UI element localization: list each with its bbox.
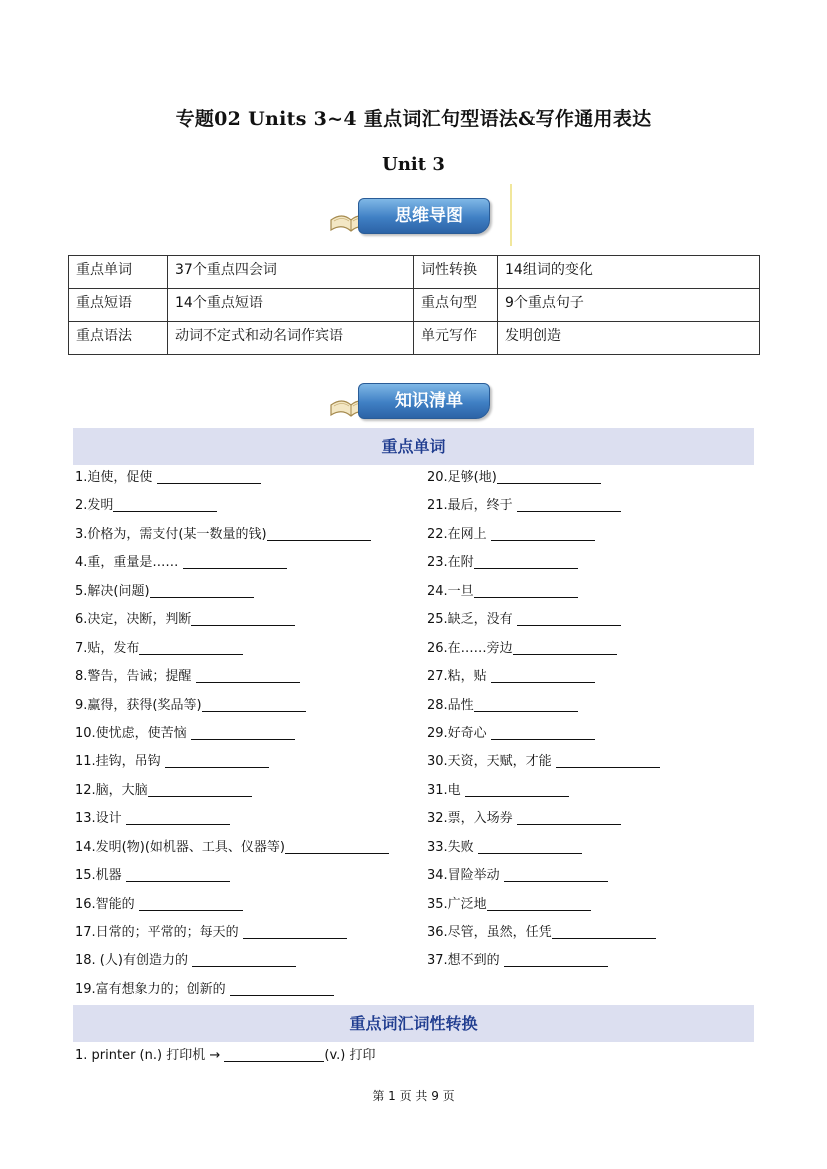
vocab-prompt: 18. (人)有创造力的 xyxy=(75,953,193,969)
vocab-row xyxy=(75,836,775,864)
vocab-prompt: 34.冒险举动 xyxy=(427,868,504,884)
table-cell: 9个重点句子 xyxy=(498,289,760,322)
answer-blank[interactable] xyxy=(113,498,217,512)
answer-blank[interactable] xyxy=(202,698,306,712)
vocab-item xyxy=(75,807,230,826)
table-cell: 14组词的变化 xyxy=(498,256,760,289)
answer-blank[interactable] xyxy=(491,726,595,740)
vocab-prompt: 8.警告，告诫；提醒 xyxy=(75,669,196,685)
answer-blank[interactable] xyxy=(230,982,334,996)
vocab-row xyxy=(75,949,775,977)
vocab-prompt: 15.机器 xyxy=(75,868,126,884)
vocab-prompt: 14.发明(物)(如机器、工具、仪器等) xyxy=(75,839,285,855)
table-row xyxy=(69,256,760,289)
table-cell: 单元写作 xyxy=(414,322,498,355)
table-cell: 37个重点四会词 xyxy=(168,256,414,289)
divider xyxy=(510,184,512,246)
table-cell: 发明创造 xyxy=(498,322,760,355)
answer-blank[interactable] xyxy=(191,612,295,626)
vocab-item xyxy=(75,921,347,940)
answer-blank[interactable] xyxy=(126,868,230,882)
table-cell: 重点单词 xyxy=(69,256,168,289)
vocab-item xyxy=(75,608,295,627)
answer-blank[interactable] xyxy=(196,669,300,683)
vocab-item xyxy=(75,494,217,513)
vocab-item xyxy=(75,978,334,997)
answer-blank[interactable] xyxy=(474,555,578,569)
answer-blank[interactable] xyxy=(126,811,230,825)
overview-table xyxy=(68,255,760,355)
vocab-prompt: 36.尽管，虽然，任凭 xyxy=(427,925,552,940)
vocab-row xyxy=(75,750,775,778)
vocab-list xyxy=(75,466,775,1006)
vocab-item xyxy=(75,949,296,968)
vocab-item xyxy=(427,921,656,940)
answer-blank[interactable] xyxy=(465,783,569,797)
vocab-item xyxy=(75,864,230,883)
vocab-prompt: 30.天资，天赋，才能 xyxy=(427,754,556,770)
vocab-item xyxy=(75,694,306,713)
vocab-item xyxy=(427,949,608,968)
vocab-prompt: 24.一旦 xyxy=(427,583,474,599)
vocab-item xyxy=(75,551,287,570)
answer-blank[interactable] xyxy=(139,641,243,655)
mind-map-banner xyxy=(328,196,518,240)
item-suffix: (v.) 打印 xyxy=(324,1048,376,1063)
vocab-row xyxy=(75,637,775,665)
answer-blank[interactable] xyxy=(517,612,621,626)
vocab-item xyxy=(427,750,660,769)
answer-blank[interactable] xyxy=(150,584,254,598)
vocab-prompt: 32.票，入场券 xyxy=(427,811,517,827)
banner-label: 知识清单 xyxy=(358,383,490,419)
vocab-item xyxy=(427,722,595,741)
vocab-prompt: 29.好奇心 xyxy=(427,725,491,741)
vocab-prompt: 37.想不到的 xyxy=(427,953,504,969)
answer-blank[interactable] xyxy=(504,953,608,967)
vocab-prompt: 9.赢得，获得(奖品等) xyxy=(75,697,202,713)
vocab-item xyxy=(427,836,582,855)
vocab-row xyxy=(75,523,775,551)
answer-blank[interactable] xyxy=(474,698,578,712)
vocab-item xyxy=(75,750,269,769)
vocab-item xyxy=(427,807,621,826)
table-row xyxy=(69,289,760,322)
vocab-item xyxy=(427,494,621,513)
vocab-prompt: 25.缺乏，没有 xyxy=(427,612,517,628)
answer-blank[interactable] xyxy=(192,953,296,967)
table-cell: 重点语法 xyxy=(69,322,168,355)
vocab-row xyxy=(75,779,775,807)
vocab-prompt: 4.重，重量是…… xyxy=(75,555,183,571)
banner-label: 思维导图 xyxy=(358,198,490,234)
answer-blank[interactable] xyxy=(148,783,252,797)
vocab-item xyxy=(75,836,389,855)
vocab-item xyxy=(75,637,243,656)
vocab-item xyxy=(427,608,621,627)
knowledge-list-banner xyxy=(328,381,498,425)
vocab-prompt: 12.脑，大脑 xyxy=(75,782,148,798)
section-header-word-forms: 重点词汇词性转换 xyxy=(73,1005,754,1042)
vocab-prompt: 33.失败 xyxy=(427,839,478,855)
answer-blank[interactable] xyxy=(474,584,578,598)
table-cell: 重点短语 xyxy=(69,289,168,322)
answer-blank[interactable] xyxy=(517,498,621,512)
table-cell: 词性转换 xyxy=(414,256,498,289)
item-prompt: 1. printer (n.) 打印机 → xyxy=(75,1048,225,1063)
vocab-row xyxy=(75,722,775,750)
vocab-item xyxy=(427,551,578,570)
vocab-prompt: 19.富有想象力的；创新的 xyxy=(75,981,230,997)
answer-blank[interactable] xyxy=(183,555,287,569)
vocab-item xyxy=(75,779,252,798)
vocab-item xyxy=(427,864,608,883)
answer-blank[interactable] xyxy=(478,840,582,854)
vocab-row xyxy=(75,694,775,722)
vocab-row xyxy=(75,807,775,835)
vocab-prompt: 28.品性 xyxy=(427,697,474,713)
vocab-prompt: 35.广泛地 xyxy=(427,896,487,912)
vocab-item xyxy=(427,523,595,542)
vocab-item xyxy=(75,722,295,741)
vocab-item xyxy=(75,466,261,485)
table-cell: 重点句型 xyxy=(414,289,498,322)
answer-blank[interactable] xyxy=(491,669,595,683)
vocab-row xyxy=(75,665,775,693)
vocab-item xyxy=(75,893,243,912)
section-header-vocab: 重点单词 xyxy=(73,428,754,465)
vocab-item xyxy=(427,694,578,713)
vocab-item xyxy=(427,466,601,485)
vocab-row xyxy=(75,608,775,636)
vocab-prompt: 7.贴，发布 xyxy=(75,640,140,656)
vocab-item xyxy=(427,665,595,684)
table-row xyxy=(69,322,760,355)
unit-heading: Unit 3 xyxy=(382,154,445,175)
vocab-prompt: 31.电 xyxy=(427,782,465,798)
answer-blank[interactable] xyxy=(139,897,243,911)
vocab-prompt: 23.在附 xyxy=(427,555,474,571)
vocab-prompt: 1.迫使，促使 xyxy=(75,470,157,485)
vocab-prompt: 22.在网上 xyxy=(427,526,491,542)
vocab-row xyxy=(75,864,775,892)
vocab-prompt: 11.挂钩，吊钩 xyxy=(75,754,165,770)
vocab-row xyxy=(75,551,775,579)
vocab-row xyxy=(75,580,775,608)
vocab-item xyxy=(427,893,591,912)
vocab-prompt: 6.决定，决断，判断 xyxy=(75,612,192,628)
vocab-prompt: 2.发明 xyxy=(75,498,114,514)
page-title: 专题02 Units 3~4 重点词汇句型语法&写作通用表达 xyxy=(175,108,652,130)
vocab-prompt: 3.价格为，需支付(某一数量的钱) xyxy=(75,526,267,542)
vocab-item xyxy=(427,637,617,656)
answer-blank[interactable] xyxy=(552,925,656,939)
vocab-prompt: 16.智能的 xyxy=(75,896,139,912)
vocab-row xyxy=(75,921,775,949)
vocab-item xyxy=(75,665,300,684)
page-footer: 第 1 页 共 9 页 xyxy=(372,1089,455,1103)
vocab-item xyxy=(427,779,569,798)
vocab-prompt: 5.解决(问题) xyxy=(75,583,150,599)
answer-blank[interactable] xyxy=(285,840,389,854)
answer-blank[interactable] xyxy=(517,811,621,825)
vocab-row xyxy=(75,978,775,1006)
answer-blank[interactable] xyxy=(165,754,269,768)
vocab-prompt: 17.日常的；平常的；每天的 xyxy=(75,925,243,940)
answer-blank[interactable] xyxy=(513,641,617,655)
vocab-prompt: 13.设计 xyxy=(75,811,126,827)
answer-blank[interactable] xyxy=(497,470,601,484)
vocab-prompt: 10.使忧虑，使苦恼 xyxy=(75,725,191,741)
vocab-row xyxy=(75,893,775,921)
answer-blank[interactable] xyxy=(267,527,371,541)
vocab-item xyxy=(75,523,371,542)
vocab-prompt: 21.最后，终于 xyxy=(427,498,517,514)
answer-blank[interactable] xyxy=(224,1048,324,1062)
answer-blank[interactable] xyxy=(556,754,660,768)
answer-blank[interactable] xyxy=(243,925,347,939)
answer-blank[interactable] xyxy=(191,726,295,740)
vocab-prompt: 26.在……旁边 xyxy=(427,640,513,656)
vocab-row xyxy=(75,466,775,494)
vocab-item xyxy=(75,580,254,599)
table-cell: 14个重点短语 xyxy=(168,289,414,322)
word-form-item xyxy=(75,1044,375,1063)
vocab-prompt: 20.足够(地) xyxy=(427,470,497,485)
vocab-item xyxy=(427,580,578,599)
vocab-prompt: 27.粘，贴 xyxy=(427,669,491,685)
answer-blank[interactable] xyxy=(504,868,608,882)
answer-blank[interactable] xyxy=(491,527,595,541)
table-cell: 动词不定式和动名词作宾语 xyxy=(168,322,414,355)
answer-blank[interactable] xyxy=(487,897,591,911)
answer-blank[interactable] xyxy=(157,470,261,484)
vocab-row xyxy=(75,494,775,522)
